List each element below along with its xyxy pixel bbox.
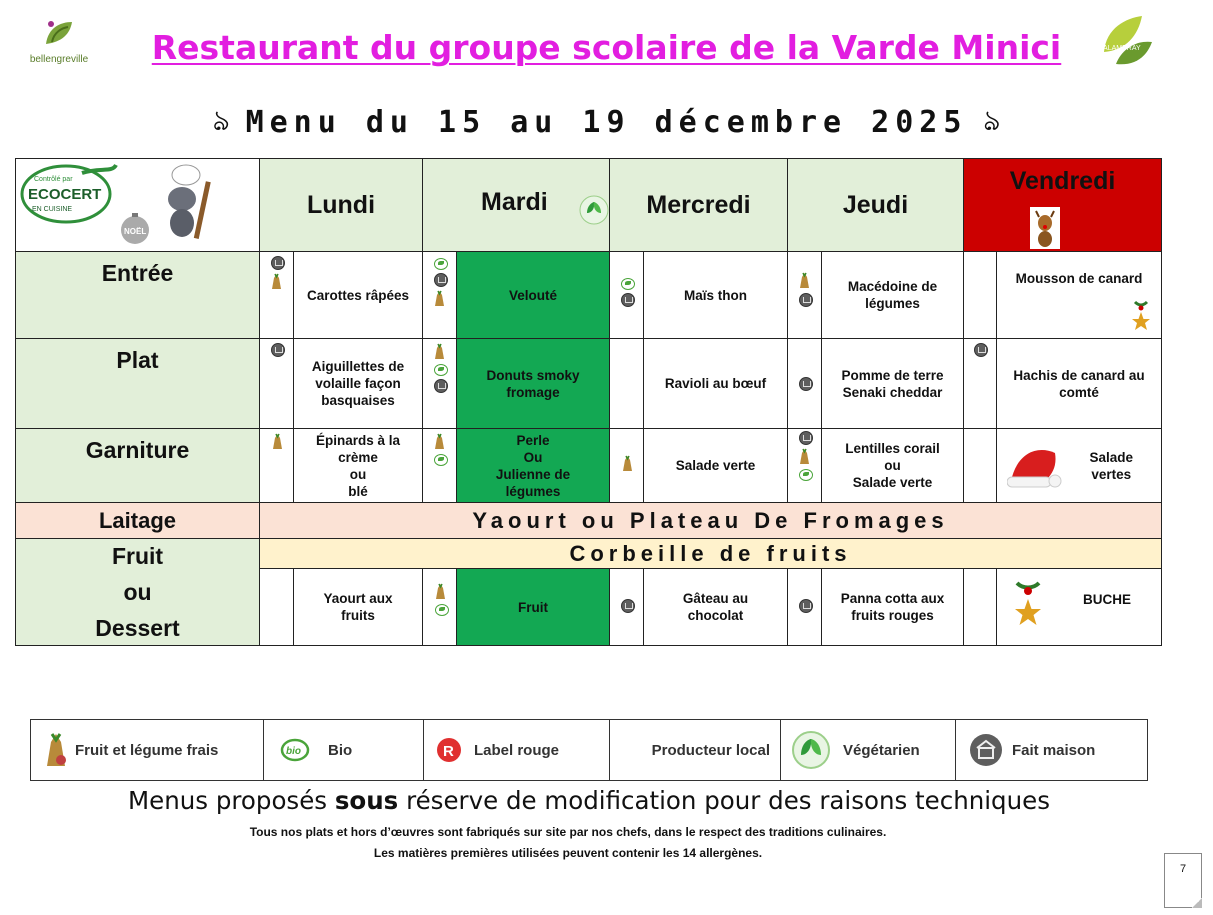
page-title: Restaurant du groupe scolaire de la Varde Minici: [151, 28, 1062, 67]
menu-table: [15, 158, 1162, 646]
legend-label: Bio: [328, 741, 353, 759]
icon-cell: [422, 568, 457, 646]
dish-mercredi-garniture: Salade verte: [643, 428, 788, 503]
icon-cell: [259, 568, 294, 646]
dish-mardi-dessert: Fruit: [456, 568, 610, 646]
dish-mardi-garniture: Perle Ou Julienne de légumes: [456, 428, 610, 503]
fait-maison-icon: [434, 273, 448, 287]
icon-cell: [963, 338, 997, 429]
fait-maison-icon: [968, 732, 1004, 768]
fruit-legume-frais-icon: [271, 273, 282, 291]
left-logo-text: bellengreville: [29, 54, 89, 65]
ecocert-logo-icon: [20, 163, 120, 225]
dish-lundi-plat: Aiguillettes de volaille façon basquaises: [293, 338, 423, 429]
legend-label: Végétarien: [843, 741, 920, 759]
christmas-bauble-icon: [118, 211, 152, 245]
fruit-legume-frais-icon: [435, 583, 446, 601]
icon-cell: [609, 568, 644, 646]
legend-bio: [264, 720, 424, 780]
row-header-entree: Entrée: [15, 251, 260, 339]
icon-cell: [963, 251, 997, 339]
dish-vendredi-plat: Hachis de canard au comté: [996, 338, 1162, 429]
svg-text:bio: bio: [286, 746, 301, 757]
day-label-mardi: Mardi: [481, 187, 548, 216]
icon-cell: [609, 251, 644, 339]
dish-vendredi-entree-text: Mousson de canard: [1015, 271, 1143, 286]
legend-fait-maison: [956, 720, 1149, 780]
icon-cell: [422, 251, 457, 339]
ecocert-sub-text: EN CUISINE: [32, 206, 73, 213]
row-header-laitage: Laitage: [15, 502, 260, 539]
fait-maison-icon: [974, 343, 988, 357]
reindeer-icon: [1030, 207, 1060, 249]
day-header-lundi: Lundi: [259, 158, 423, 252]
fait-maison-icon: [621, 293, 635, 307]
fait-maison-icon: [271, 343, 285, 357]
row-header-garniture: Garniture: [15, 428, 260, 503]
legend-label-rouge: [424, 720, 610, 780]
icon-cell: [609, 428, 644, 503]
ornament-right-icon: ঌ: [983, 104, 1001, 136]
icon-cell: [787, 338, 822, 429]
fait-maison-icon: [271, 256, 285, 270]
corner-logos: [15, 158, 260, 252]
disclaimer-bold: sous: [334, 786, 399, 815]
disclaimer: [0, 786, 1178, 815]
icon-cell: [259, 338, 294, 429]
dish-vendredi-dessert-text: BUCHE: [1082, 592, 1131, 607]
day-header-mardi: [422, 158, 610, 252]
icon-cell: [787, 428, 822, 503]
dish-vendredi-garniture-text: Salade vertes: [1089, 449, 1133, 482]
dish-mercredi-entree: Maïs thon: [643, 251, 788, 339]
icon-cell: [259, 428, 294, 503]
dish-vendredi-entree: [996, 251, 1162, 339]
legend-bar: [30, 719, 1148, 781]
icon-cell: [259, 251, 294, 339]
dish-lundi-dessert: Yaourt aux fruits: [293, 568, 423, 646]
vegetarian-icon: [579, 195, 609, 225]
dish-mercredi-plat: Ravioli au bœuf: [643, 338, 788, 429]
dish-jeudi-dessert: Panna cotta aux fruits rouges: [821, 568, 964, 646]
legend-label: Producteur local: [651, 741, 770, 759]
footer-note-chefs: Tous nos plats et hors d’œuvres sont fabriqués sur site par nos chefs, dans le respect des traditions culinaires.: [249, 825, 887, 839]
fruit-legume-frais-icon: [272, 433, 283, 451]
right-logo-text: CALAMBRAY: [1098, 45, 1141, 52]
legend-vegetarien: [781, 720, 956, 780]
fait-maison-icon: [799, 377, 813, 391]
fait-maison-icon: [799, 293, 813, 307]
chef-rat-icon: [156, 163, 216, 243]
icon-cell: [787, 568, 822, 646]
calambray-leaf-icon: [1096, 12, 1156, 70]
row-header-dessert: Dessert: [95, 615, 180, 641]
subtitle-row: [0, 100, 1213, 144]
christmas-star-icon: [1131, 300, 1151, 332]
fruit-legume-frais-icon: [434, 433, 445, 451]
legend-fruit-legume-frais: [31, 720, 264, 780]
disclaimer-pre: Menus proposés: [128, 786, 335, 815]
legend-label: Label rouge: [474, 741, 560, 759]
bio-icon: [435, 604, 449, 616]
dish-mardi-entree: Velouté: [456, 251, 610, 339]
icon-cell: [609, 338, 644, 429]
calambray-logo: [1096, 12, 1156, 70]
noel-text: NOËL: [124, 227, 147, 236]
disclaimer-post: réserve de modification pour des raisons techniques: [398, 786, 1050, 815]
dish-jeudi-garniture: Lentilles corail ou Salade verte: [821, 428, 964, 503]
fruit-band: Corbeille de fruits: [259, 538, 1162, 569]
icon-cell: [963, 428, 997, 503]
legend-label: Fruit et légume frais: [75, 741, 219, 759]
dish-jeudi-plat: Pomme de terre Senaki cheddar: [821, 338, 964, 429]
christmas-star-icon: [1013, 577, 1043, 633]
icon-cell: [422, 338, 457, 429]
fruit-legume-frais-icon: [434, 343, 445, 361]
ecocert-main-text: ECOCERT: [28, 186, 102, 203]
day-header-mercredi: Mercredi: [609, 158, 788, 252]
santa-hat-icon: [1007, 443, 1063, 489]
bio-icon: [799, 469, 813, 481]
bio-icon: [621, 278, 635, 290]
fait-maison-icon: [621, 599, 635, 613]
icon-cell: [422, 428, 457, 503]
day-header-vendredi: [963, 158, 1162, 252]
row-header-fruit-dessert: [15, 538, 260, 646]
icon-cell: [963, 568, 997, 646]
fruit-legume-frais-icon: [434, 290, 445, 308]
row-header-plat: Plat: [15, 338, 260, 429]
row-header-fruit: Fruit: [111, 543, 164, 569]
label-rouge-icon: [434, 735, 464, 765]
fait-maison-icon: [799, 431, 813, 445]
ornament-left-icon: ঌ: [212, 104, 230, 136]
vegetarian-icon: [791, 730, 831, 770]
ecocert-top-text: Contrôlé par: [34, 176, 73, 183]
svg-text:R: R: [443, 743, 454, 760]
dish-lundi-entree: Carottes râpées: [293, 251, 423, 339]
fruit-legume-frais-icon: [43, 730, 69, 770]
dish-lundi-garniture: Épinards à la crème ou blé: [293, 428, 423, 503]
laitage-band: Yaourt ou Plateau De Fromages: [259, 502, 1162, 539]
dish-vendredi-dessert: [996, 568, 1162, 646]
fruit-legume-frais-icon: [799, 448, 810, 466]
bio-icon: [434, 454, 448, 466]
fait-maison-icon: [799, 599, 813, 613]
bio-icon: [434, 364, 448, 376]
dish-jeudi-entree: Macédoine de légumes: [821, 251, 964, 339]
menu-subtitle: Menu du 15 au 19 décembre 2025: [245, 104, 968, 140]
row-header-ou: ou: [123, 579, 152, 605]
legend-label: Fait maison: [1012, 741, 1096, 759]
day-label-vendredi: Vendredi: [1009, 167, 1116, 195]
fruit-legume-frais-icon: [799, 272, 810, 290]
bio-icon: [280, 737, 310, 763]
bio-icon: [434, 258, 448, 270]
page-number: 7: [1164, 853, 1202, 908]
icon-cell: [787, 251, 822, 339]
fruit-legume-frais-icon: [622, 455, 633, 473]
dish-mardi-plat: Donuts smoky fromage: [456, 338, 610, 429]
dish-mercredi-dessert: Gâteau au chocolat: [643, 568, 788, 646]
day-header-jeudi: Jeudi: [787, 158, 964, 252]
legend-producteur-local: [610, 720, 781, 780]
footer-note-allergenes: Les matières premières utilisées peuvent contenir les 14 allergènes.: [373, 846, 763, 860]
fait-maison-icon: [434, 379, 448, 393]
dish-vendredi-garniture: [996, 428, 1162, 503]
